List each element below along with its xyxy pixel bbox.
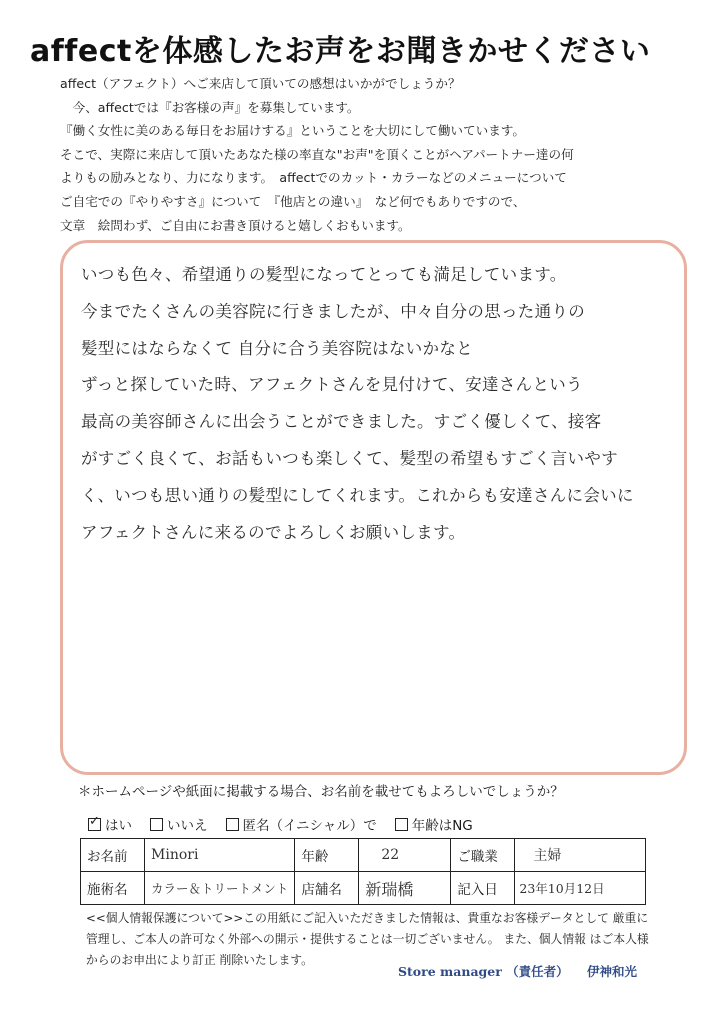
intro-line: 今、affectでは『お客様の声』を募集しています。 xyxy=(60,99,360,115)
store-value[interactable]: 新瑞橋 xyxy=(359,872,451,905)
checkbox[interactable] xyxy=(226,818,239,831)
age-value[interactable]: 22 xyxy=(359,839,451,872)
consent-option-anonymous[interactable] xyxy=(226,814,377,834)
table-row xyxy=(81,839,646,872)
handwritten-message xyxy=(81,257,671,551)
customer-info-table xyxy=(80,838,646,905)
page-title: affectを体感したお声をお聞きかせください xyxy=(30,34,651,69)
message-line: 髪型にはならなくて 自分に合う美容院はないかなと xyxy=(81,338,473,358)
option-label: はい xyxy=(105,818,132,834)
message-frame xyxy=(60,240,687,775)
message-line: アフェクトさんに来るのでよろしくお願いします。 xyxy=(81,522,466,542)
age-label: 年齢 xyxy=(295,839,359,872)
intro-line: 文章 絵問わず、ご自由にお書き頂けると嬉しくおもいます。 xyxy=(60,217,411,233)
date-label: 記入日 xyxy=(451,872,515,905)
name-value[interactable]: Minori xyxy=(145,839,295,872)
job-label: ご職業 xyxy=(451,839,515,872)
consent-option-age-ng[interactable] xyxy=(395,814,473,834)
store-label: 店舗名 xyxy=(295,872,359,905)
intro-line: 『働く女性に美のある毎日をお届けする』ということを大切にして働いています。 xyxy=(60,123,525,139)
checkbox[interactable] xyxy=(150,818,163,831)
intro-line: そこで、実際に来店して頂いたあなた様の率直な"お声"を頂くことがヘアパートナー達の何 xyxy=(60,146,574,162)
name-label: お名前 xyxy=(81,839,145,872)
intro-line: affect（アフェクト）へご来店して頂いての感想はいかがでしょうか？ xyxy=(60,76,461,91)
manager-role: Store manager （責任者） xyxy=(398,964,569,979)
treatment-value[interactable]: カラー＆トリートメント xyxy=(145,872,295,905)
intro-text xyxy=(60,72,680,237)
message-line: 最高の美容師さんに出会うことができました。すごく優しくて、接客 xyxy=(81,412,602,432)
message-line: いつも色々、希望通りの髪型になってとっても満足しています。 xyxy=(81,265,567,284)
option-label: いいえ xyxy=(167,818,208,834)
job-value[interactable]: 主婦 xyxy=(515,839,646,872)
message-line: ずっと探していた時、アフェクトさんを見付けて、安達さんという xyxy=(81,375,583,395)
consent-question: ＊ホームページや紙面に掲載する場合、お名前を載せてもよろしいでしょうか？ xyxy=(78,784,564,800)
store-manager xyxy=(398,962,651,980)
table-row xyxy=(81,872,646,905)
privacy-line: 管理し、ご本人の許可なく外部への開示・提供することは一切ございません。 また、個人情報 はご本人様 xyxy=(86,932,649,946)
checkbox-checked[interactable] xyxy=(88,818,101,831)
privacy-line: からのお申出により訂正 削除いたします。 xyxy=(86,953,313,967)
message-line: 今までたくさんの美容院に行きましたが、中々自分の思った通りの xyxy=(81,301,585,321)
consent-option-no[interactable] xyxy=(150,814,208,834)
option-label: 年齢はNG xyxy=(411,818,473,834)
checkbox[interactable] xyxy=(395,818,408,831)
intro-line: ご自宅での『やりやすさ』について 『他店との違い』 など何でもありですので、 xyxy=(60,193,526,209)
consent-options xyxy=(88,814,473,834)
message-line: がすごく良くて、お話もいつも楽しくて、髪型の希望もすごく言いやす xyxy=(81,448,618,468)
message-line: く、いつも思い通りの髪型にしてくれます。これからも安達さんに会いに xyxy=(81,485,634,505)
consent-option-yes[interactable] xyxy=(88,814,132,834)
option-label: 匿名（イニシャル）で xyxy=(242,818,377,834)
intro-line: よりもの励みとなり、力になります。 affectでのカット・カラーなどのメニューについて xyxy=(60,170,567,186)
treatment-label: 施術名 xyxy=(81,872,145,905)
date-value[interactable]: 23年10月12日 xyxy=(515,872,646,905)
privacy-line: <<個人情報保護について>>この用紙にご記入いただきました情報は、貴重なお客様データとして 厳重に xyxy=(86,911,649,925)
manager-name: 伊神和光 xyxy=(587,964,638,979)
